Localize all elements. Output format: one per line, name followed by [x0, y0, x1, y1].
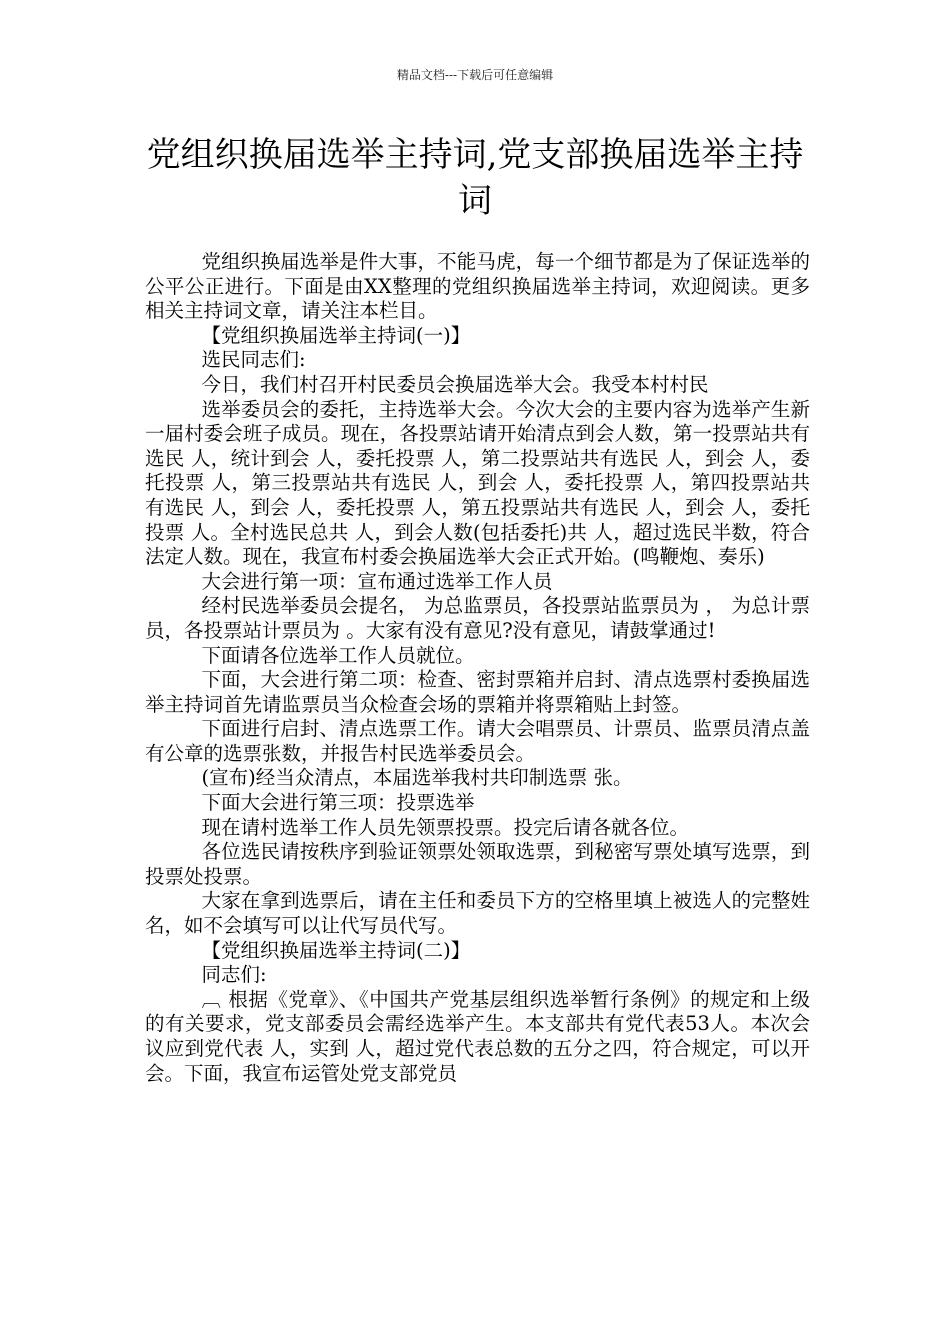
document-body [145, 250, 810, 1086]
body-paragraph: (宣布)经当众清点，本届选举我村共印制选票 张。 [201, 766, 633, 790]
salutation-1: 选民同志们: [201, 348, 306, 372]
section-heading-2: 【党组织换届选举主持词(二)】 [201, 938, 471, 962]
document-title: 党组织换届选举主持词,党支部换届选举主持词 [146, 135, 804, 221]
body-paragraph: 下面进行启封、清点选票工作。请大会唱票员、计票员、监票员清点盖有公章的选票张数，并报告村民选举委员会。 [145, 717, 810, 765]
agenda-item-3: 下面大会进行第三项：投票选举 [201, 791, 475, 815]
agenda-item-1: 大会进行第一项：宣布通过选举工作人员 [201, 569, 553, 593]
section-heading-1: 【党组织换届选举主持词(一)】 [201, 323, 471, 347]
body-paragraph: 下面请各位选举工作人员就位。 [201, 643, 475, 667]
body-paragraph: ︹ 根据《党章》、《中国共产党基层组织选举暂行条例》的规定和上级的有关要求，党支部委员会需经选举产生。本支部共有党代表53人。本次会议应到党代表 人，实到 人，超过党代表总数的五分之四，符合规定，可以开会。下面，我宣布运管处党支部党员 [145, 987, 810, 1085]
salutation-2: 同志们: [201, 963, 267, 987]
intro-paragraph: 党组织换届选举是件大事，不能马虎，每一个细节都是为了保证选举的公平公正进行。下面是由XX整理的党组织换届选举主持词，欢迎阅读。更多相关主持词文章，请关注本栏目。 [145, 250, 810, 323]
agenda-item-2: 下面，大会进行第二项：检查、密封票箱并启封、清点选票村委换届选举主持词首先请监票员当众检查会场的票箱并将票箱贴上封签。 [145, 668, 810, 716]
body-paragraph: 各位选民请按秩序到验证领票处领取选票，到秘密写票处填写选票，到投票处投票。 [145, 840, 810, 888]
page-header-note: 精品文档---下载后可任意编辑 [396, 68, 554, 82]
body-paragraph: 现在请村选举工作人员先领票投票。投完后请各就各位。 [201, 815, 690, 839]
body-paragraph: 经村民选举委员会提名， 为总监票员，各投票站监票员为 ， 为总计票员，各投票站计票员为 。大家有没有意见?没有意见，请鼓掌通过! [145, 594, 810, 642]
body-paragraph: 大家在拿到选票后，请在主任和委员下方的空格里填上被选人的完整姓名，如不会填写可以让代写员代写。 [145, 889, 810, 938]
body-paragraph: 今日，我们村召开村民委员会换届选举大会。我受本村村民 [201, 372, 709, 396]
body-paragraph: 选举委员会的委托，主持选举大会。今次大会的主要内容为选举产生新一届村委会班子成员。现在，各投票站请开始清点到会人数，第一投票站共有选民 人，统计到会 人，委托投票 人，第二投票站共有选民 人，到会 人，委托投票 人，第三投票站共有选民 人，到会 人，委托投票 人，第四投票站共有选民 人，到会 人，委托投票 人，第五投票站共有选民 人，到会 人，委托投票 人。全村选民总共 人，到会人数(包括委托)共 人，超过选民半数，符合法定人数。现在，我宣布村委会换届选举大会正式开始。(鸣鞭炮、奏乐) [145, 397, 810, 569]
